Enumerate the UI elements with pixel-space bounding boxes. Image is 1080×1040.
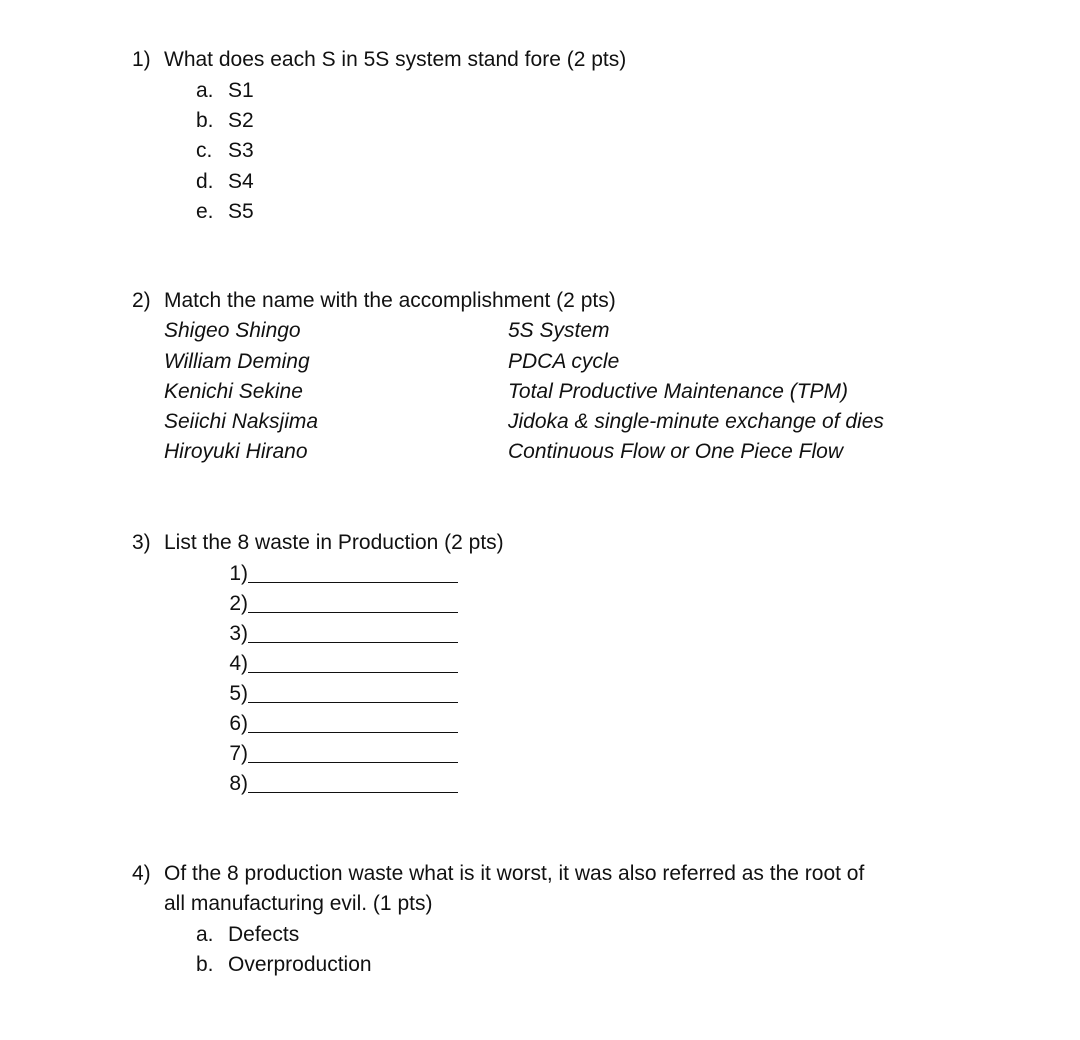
question-3-text: List the 8 waste in Production (2 pts) — [164, 531, 504, 554]
question-4-number: 4) — [132, 862, 151, 885]
q1-option-a-text: S1 — [228, 79, 254, 102]
q4-option-a-letter: a. — [196, 923, 214, 946]
q3-blank-3-number: 3) — [229, 622, 248, 645]
q1-option-e-letter: e. — [196, 200, 214, 223]
q2-accomplishment-2: PDCA cycle — [508, 350, 620, 373]
q2-accomplishment-1: 5S System — [508, 319, 610, 342]
q2-name-2: William Deming — [164, 350, 310, 373]
q2-accomplishment-5: Continuous Flow or One Piece Flow — [508, 440, 843, 463]
q3-blank-4-line[interactable] — [248, 672, 458, 673]
question-1-number: 1) — [132, 48, 151, 71]
q3-blank-7-line[interactable] — [248, 762, 458, 763]
q3-blank-1-number: 1) — [229, 562, 248, 585]
q2-accomplishment-4: Jidoka & single-minute exchange of dies — [508, 410, 884, 433]
q2-name-5: Hiroyuki Hirano — [164, 440, 308, 463]
q3-blank-2-line[interactable] — [248, 612, 458, 613]
q3-blank-4-number: 4) — [229, 652, 248, 675]
q4-option-a-text: Defects — [228, 923, 300, 946]
q3-blank-2-number: 2) — [229, 592, 248, 615]
question-1-text: What does each S in 5S system stand fore (2 pts) — [164, 48, 627, 71]
q2-accomplishment-3: Total Productive Maintenance (TPM) — [508, 380, 849, 403]
question-2-text: Match the name with the accomplishment (2 pts) — [164, 289, 616, 312]
q3-blank-3-line[interactable] — [248, 642, 458, 643]
q1-option-c-text: S3 — [228, 139, 254, 162]
q3-blank-6-number: 6) — [229, 712, 248, 735]
q2-name-1: Shigeo Shingo — [164, 319, 301, 342]
q1-option-d-text: S4 — [228, 170, 254, 193]
question-2-number: 2) — [132, 289, 151, 312]
q3-blank-5-line[interactable] — [248, 702, 458, 703]
q1-option-b-text: S2 — [228, 109, 254, 132]
q3-blank-6-line[interactable] — [248, 732, 458, 733]
q4-option-b-letter: b. — [196, 953, 214, 976]
q1-option-c-letter: c. — [196, 139, 213, 162]
question-3-number: 3) — [132, 531, 151, 554]
q1-option-d-letter: d. — [196, 170, 214, 193]
q3-blank-8-line[interactable] — [248, 792, 458, 793]
q1-option-e-text: S5 — [228, 200, 254, 223]
q1-option-b-letter: b. — [196, 109, 214, 132]
q2-name-3: Kenichi Sekine — [164, 380, 303, 403]
q3-blank-8-number: 8) — [229, 772, 248, 795]
question-4-text-line-2: all manufacturing evil. (1 pts) — [164, 892, 433, 915]
q2-name-4: Seiichi Naksjima — [164, 410, 319, 433]
q3-blank-1-line[interactable] — [248, 582, 458, 583]
q3-blank-5-number: 5) — [229, 682, 248, 705]
question-4-text-line-1: Of the 8 production waste what is it worst, it was also referred as the root of — [164, 862, 865, 885]
q1-option-a-letter: a. — [196, 79, 214, 102]
q4-option-b-text: Overproduction — [228, 953, 372, 976]
q3-blank-7-number: 7) — [229, 742, 248, 765]
